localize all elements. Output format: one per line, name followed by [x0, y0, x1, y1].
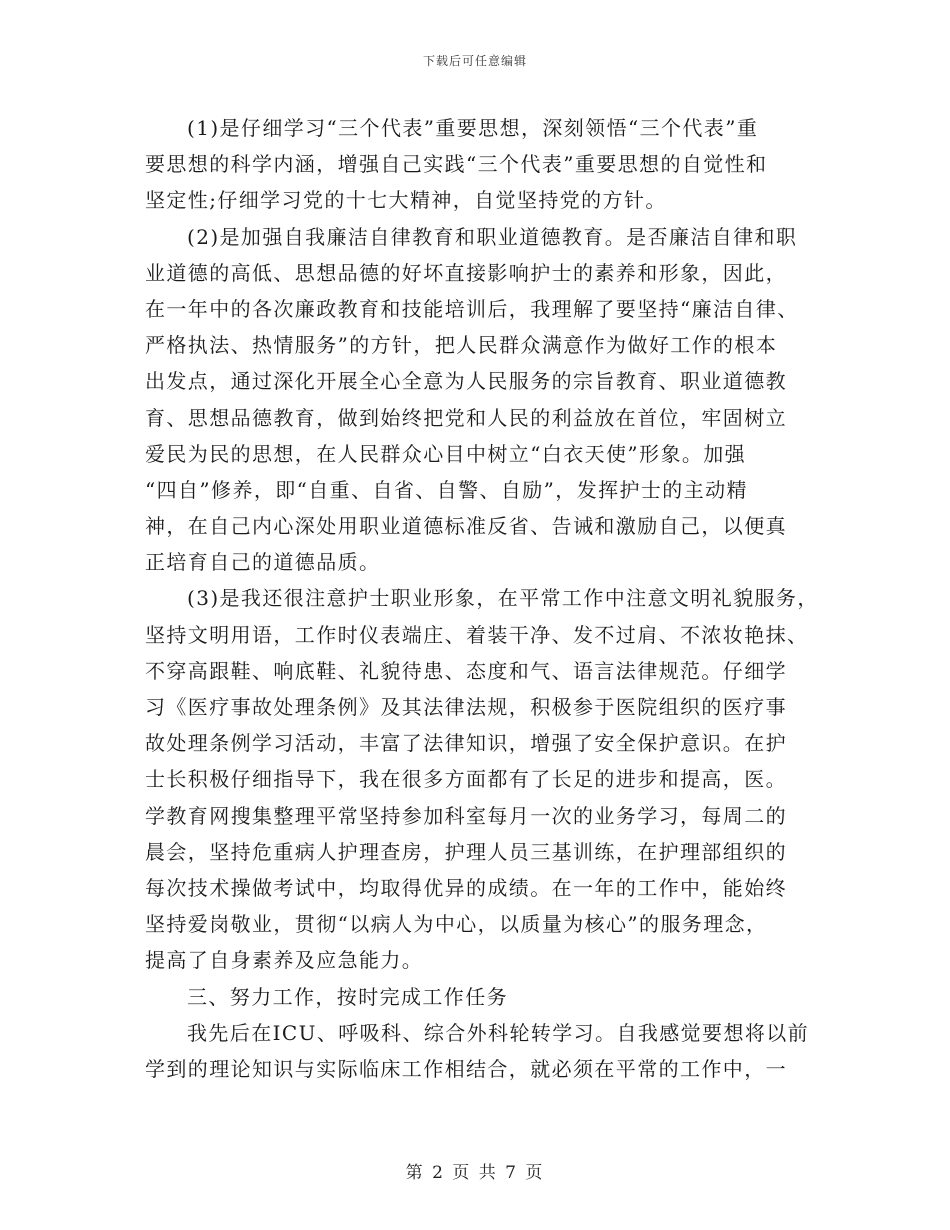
page-header-note: 下载后可任意编辑: [422, 54, 527, 68]
paragraph-3-line: 提高了自身素养及应急能力。: [145, 948, 424, 973]
paragraph-4-line: 我先后在ICU、呼吸科、综合外科轮转学习。自我感觉要想将以前: [187, 1020, 810, 1045]
paragraph-1-line: 坚定性;仔细学习党的十七大精神，自觉坚持党的方针。: [145, 188, 667, 213]
page-number: 第 2 页 共 7 页: [405, 1163, 545, 1183]
paragraph-3-line: 坚持文明用语，工作时仪表端庄、着装干净、发不过肩、不浓妆艳抹、: [145, 622, 809, 647]
paragraph-3-line: 坚持爱岗敬业，贯彻“以病人为中心，以质量为核心”的服务理念，: [145, 912, 768, 937]
paragraph-2-line: “四自”修养，即“自重、自省、自警、自励”，发挥护士的主动精: [145, 477, 748, 502]
paragraph-3-line: 士长积极仔细指导下，我在很多方面都有了长足的进步和提高，医。: [145, 767, 787, 792]
paragraph-2-line: 爱民为民的思想，在人民群众心目中树立“白衣天使”形象。加强: [145, 441, 747, 466]
paragraph-3-line: 学教育网搜集整理平常坚持参加科室每月一次的业务学习，每周二的: [145, 803, 787, 828]
paragraph-2-line: (2)是加强自我廉洁自律教育和职业道德教育。是否廉洁自律和职: [187, 224, 798, 249]
paragraph-3-line: (3)是我还很注意护士职业形象，在平常工作中注意文明礼貌服务，: [187, 586, 819, 611]
paragraph-2-line: 正培育自己的道德品质。: [145, 550, 381, 575]
paragraph-1-line: (1)是仔细学习“三个代表”重要思想，深刻领悟“三个代表”重: [187, 116, 759, 140]
paragraph-3-line: 晨会，坚持危重病人护理查房，护理人员三基训练，在护理部组织的: [145, 839, 787, 864]
paragraph-4-line: 学到的理论知识与实际临床工作相结合，就必须在平常的工作中，一: [145, 1056, 787, 1081]
paragraph-3-line: 习《医疗事故处理条例》及其法律法规，积极参于医院组织的医疗事: [145, 695, 787, 719]
paragraph-2-line: 业道德的高低、思想品德的好坏直接影响护士的素养和形象，因此，: [145, 260, 787, 285]
paragraph-1-line: 要思想的科学内涵，增强自己实践“三个代表”重要思想的自觉性和: [145, 152, 768, 177]
paragraph-2-line: 在一年中的各次廉政教育和技能培训后，我理解了要坚持“廉洁自律、: [145, 296, 799, 321]
paragraph-3-line: 故处理条例学习活动，丰富了法律知识，增强了安全保护意识。在护: [145, 731, 787, 756]
paragraph-2-line: 严格执法、热情服务”的方针，把人民群众满意作为做好工作的根本: [145, 333, 778, 358]
paragraph-2-line: 出发点，通过深化开展全心全意为人民服务的宗旨教育、职业道德教: [145, 369, 787, 394]
paragraph-3-line: 不穿高跟鞋、响底鞋、礼貌待患、态度和气、语言法律规范。仔细学: [145, 658, 787, 683]
document-body: [145, 110, 825, 1087]
paragraph-2-line: 神，在自己内心深处用职业道德标准反省、告诫和激励自己，以便真: [145, 514, 787, 539]
section-heading: 三、努力工作，按时完成工作任务: [187, 984, 508, 1009]
paragraph-3-line: 每次技术操做考试中，均取得优异的成绩。在一年的工作中，能始终: [145, 875, 787, 900]
paragraph-2-line: 育、思想品德教育，做到始终把党和人民的利益放在首位，牢固树立: [145, 405, 787, 430]
